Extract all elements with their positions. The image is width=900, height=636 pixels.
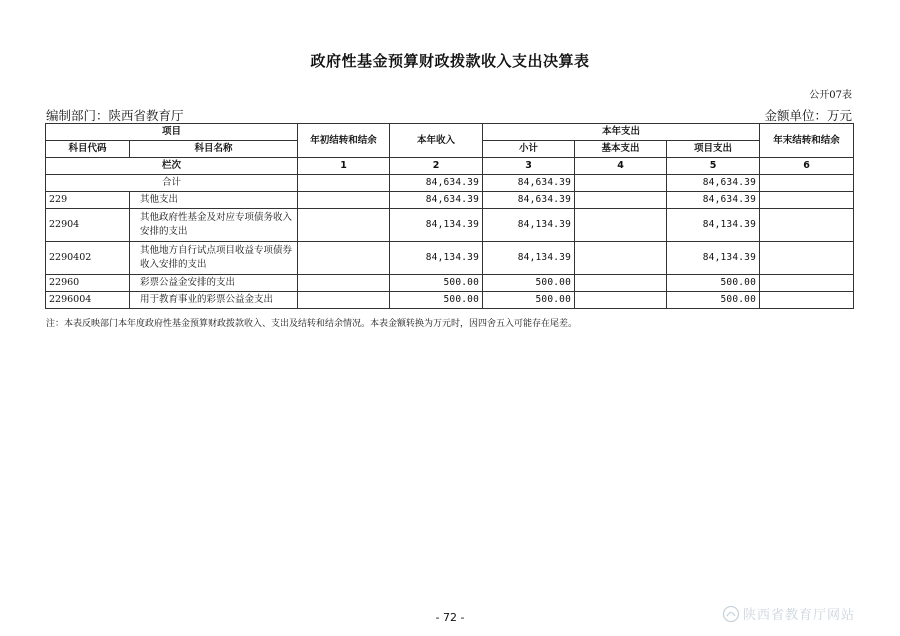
- column-number-3: 3: [483, 158, 575, 175]
- row-begin: [298, 242, 390, 275]
- row-begin: [298, 292, 390, 309]
- row-project: 500.00: [667, 292, 760, 309]
- header-basic: 基本支出: [575, 141, 667, 158]
- row-subtotal: 84,634.39: [483, 192, 575, 209]
- watermark-text: 陕西省教育厅网站: [743, 608, 856, 623]
- row-project: 84,134.39: [667, 242, 760, 275]
- row-code: 22904: [46, 209, 130, 242]
- header-begin-balance: 年初结转和结余: [298, 124, 390, 158]
- site-watermark: [722, 604, 855, 623]
- site-logo-icon: [722, 605, 740, 623]
- row-code: 2290402: [46, 242, 130, 275]
- table-row: [46, 292, 854, 309]
- row-name: 用于教育事业的彩票公益金支出: [130, 292, 298, 309]
- row-subtotal: 84,134.39: [483, 242, 575, 275]
- column-number-label: 栏次: [46, 158, 298, 175]
- row-income: 500.00: [390, 292, 483, 309]
- row-subtotal: 500.00: [483, 292, 575, 309]
- row-end: [760, 209, 854, 242]
- row-basic: [575, 275, 667, 292]
- amount-unit: 金额单位：万元: [764, 108, 852, 123]
- header-code: 科目代码: [46, 141, 130, 158]
- column-number-5: 5: [667, 158, 760, 175]
- row-begin: [298, 275, 390, 292]
- row-name: 其他政府性基金及对应专项债务收入安排的支出: [130, 209, 298, 242]
- row-end: [760, 242, 854, 275]
- row-basic: [575, 292, 667, 309]
- form-number: 公开07表: [809, 90, 852, 101]
- table-row-total: [46, 175, 854, 192]
- row-income: 84,134.39: [390, 242, 483, 275]
- row-end: [760, 292, 854, 309]
- fund-budget-table: [45, 123, 854, 309]
- header-project: 项目支出: [667, 141, 760, 158]
- row-begin: [298, 209, 390, 242]
- total-end: [760, 175, 854, 192]
- column-number-6: 6: [760, 158, 854, 175]
- total-income: 84,634.39: [390, 175, 483, 192]
- column-number-1: 1: [298, 158, 390, 175]
- row-subtotal: 500.00: [483, 275, 575, 292]
- row-name: 其他地方自行试点项目收益专项债券收入安排的支出: [130, 242, 298, 275]
- total-subtotal: 84,634.39: [483, 175, 575, 192]
- header-expense: 本年支出: [483, 124, 760, 141]
- page-title: 政府性基金预算财政拨款收入支出决算表: [310, 52, 590, 70]
- table-row: [46, 242, 854, 275]
- row-income: 500.00: [390, 275, 483, 292]
- row-project: 84,134.39: [667, 209, 760, 242]
- row-begin: [298, 192, 390, 209]
- row-name: 彩票公益金安排的支出: [130, 275, 298, 292]
- row-code: 22960: [46, 275, 130, 292]
- row-name: 其他支出: [130, 192, 298, 209]
- total-begin: [298, 175, 390, 192]
- header-name: 科目名称: [130, 141, 298, 158]
- page-number: - 72 -: [435, 611, 465, 624]
- row-subtotal: 84,134.39: [483, 209, 575, 242]
- table-row: [46, 275, 854, 292]
- column-number-4: 4: [575, 158, 667, 175]
- total-label: 合计: [46, 175, 298, 192]
- row-end: [760, 192, 854, 209]
- header-income: 本年收入: [390, 124, 483, 158]
- row-code: 2296004: [46, 292, 130, 309]
- row-code: 229: [46, 192, 130, 209]
- header-item: 项目: [46, 124, 298, 141]
- row-end: [760, 275, 854, 292]
- row-project: 84,634.39: [667, 192, 760, 209]
- table-row: [46, 192, 854, 209]
- header-end-balance: 年末结转和结余: [760, 124, 854, 158]
- table-row: [46, 209, 854, 242]
- row-basic: [575, 209, 667, 242]
- compiling-department: 编制部门：陕西省教育厅: [46, 108, 184, 123]
- total-project: 84,634.39: [667, 175, 760, 192]
- header-subtotal: 小计: [483, 141, 575, 158]
- row-basic: [575, 192, 667, 209]
- row-income: 84,134.39: [390, 209, 483, 242]
- total-basic: [575, 175, 667, 192]
- column-number-2: 2: [390, 158, 483, 175]
- row-project: 500.00: [667, 275, 760, 292]
- row-income: 84,634.39: [390, 192, 483, 209]
- row-basic: [575, 242, 667, 275]
- table-note: 注：本表反映部门本年度政府性基金预算财政拨款收入、支出及结转和结余情况。本表金额转换为万元时，因四舍五入可能存在尾差。: [46, 319, 578, 329]
